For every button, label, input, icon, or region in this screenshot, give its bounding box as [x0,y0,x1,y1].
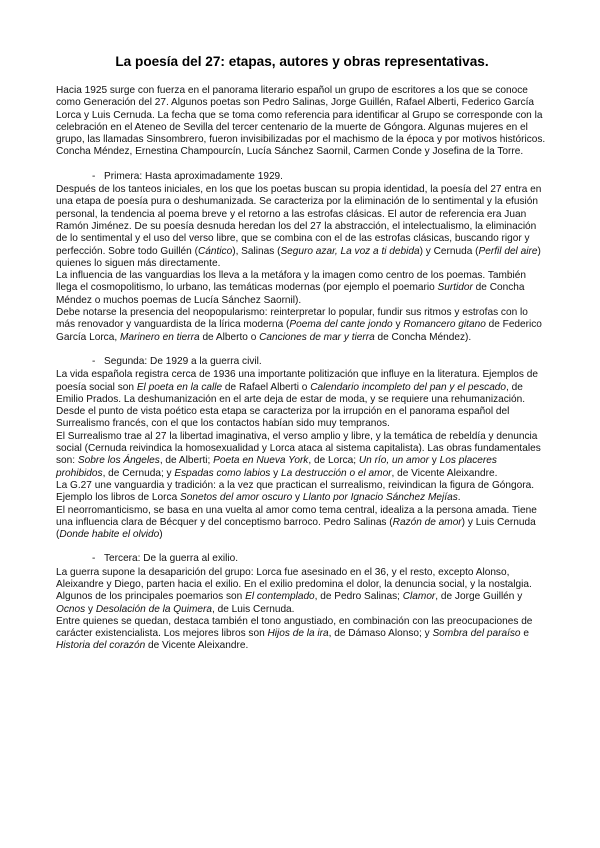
text-run: La influencia de las vanguardias los lleva a la metáfora y la imagen como centro de los poemas. También llega el cosmopolitismo, lo urbano, las temáticas modernas (por ejemplo el poemario [56,270,526,294]
text-run: La guerra supone la desaparición del grupo: Lorca fue asesinado en el 36, y el resto, excepto Alonso, Aleixandre y Diego, parten hacia el exilio. En el exilio predomina el dolor, la denuncia social, y la nostalgia. Algunos de los principales poemarios son [56,566,532,603]
text-run: ) y Cernuda ( [419,245,479,257]
text-run: e [520,628,529,640]
work-title: Calendario incompleto del pan y el pescado [310,381,507,393]
paragraph [56,431,548,480]
text-run: El Surrealismo trae al 27 la libertad imaginativa, el verso amplio y libre, y la temática de rebeldía y denuncia social (Cernuda reivindica la homosexualidad y Lorca ataca al sistema capitalista). Las obras fundamentales son: [56,430,541,467]
text-run: ) y Luis Cernuda ( [56,516,536,541]
paragraph [56,307,548,344]
text-run: Entre quienes se quedan, destaca también el tono angustiado, en combinación con las preocupaciones de carácter existencialista. Los mejores libros son [56,615,533,640]
work-title: Poema del cante jondo [289,319,393,331]
paragraph [56,270,548,307]
work-title: Sombra del paraíso [432,628,521,640]
paragraph [56,505,548,542]
work-title: Poeta en Nueva York [213,455,309,467]
text-run: ) [159,529,163,541]
text-run: ), Salinas ( [232,245,281,257]
work-title: Historia del corazón [56,640,146,652]
text-run: de Federico García Lorca, [56,319,542,343]
text-run: y [392,319,404,331]
text-run: ) quienes lo siguen más directamente. [56,245,541,269]
section [56,553,548,652]
work-title: Romancero gitano [403,319,486,331]
text-run: La vida española registra cerca de 1936 una importante politización que influye en la literatura. Ejemplos de poesía social son [56,369,538,393]
text-run: . [457,492,461,504]
work-title: Espadas como labios [174,467,271,479]
paragraph [56,567,548,616]
list-dash: - [92,553,96,565]
text-run: y [292,492,303,504]
text-run: de Vicente Aleixandre. [145,640,249,652]
text-run: , de Cernuda; y [102,467,175,479]
document-page [56,54,548,665]
work-title: Perfil del aire [478,245,538,257]
text-run: y [428,455,440,467]
work-title: Ocnos [56,603,86,615]
work-title: Donde habite el olvido [59,529,160,541]
work-title: Surtidor [437,282,473,294]
work-title: El poeta en la calle [136,381,223,393]
work-title: Marinero en tierra [119,331,200,343]
section-heading-text: Segunda: De 1929 a la guerra civil. [104,355,262,367]
text-run: , de Vicente Aleixandre. [391,467,498,479]
text-run: y [85,603,96,615]
section-heading-text: Tercera: De la guerra al exilio. [104,553,239,565]
text-run: , de Pedro Salinas; [314,591,403,603]
work-title: Razón de amor [392,516,462,528]
work-title: Sonetos del amor oscuro [180,492,293,504]
work-title: La destrucción o el amor [281,467,392,479]
paragraph [56,480,548,505]
text-run: de Concha Méndez). [374,331,472,343]
work-title: Seguro azar, La voz a ti debida [280,245,420,257]
section [56,171,548,344]
text-run: , de Lorca; [308,455,359,467]
intro-paragraph [56,85,548,159]
text-run: Hacia 1925 surge con fuerza en el panorama literario español un grupo de escritores a los que se conoce como Generación del 27. Algunos poetas son Pedro Salinas, Jorge Guillén, Rafael Alberti, Federico García Lorca y Luis Cernuda. La fecha que se toma como referencia para identificar al Grupo se corresponde con la celebración en el Ateneo de Sevilla del tercer centenario de la muerte de Góngora. Algunas mujeres en el grupo, las llamadas Sinsombrero, fueron invisibilizadas por el machismo de la época y por motivos históricos. Concha Méndez, Ernestina Champourcín, Lucía Sánchez Saornil, Carmen Conde y Josefina de la Torre. [56,85,546,158]
text-run: Después de los tanteos iniciales, en los que los poetas buscan su propia identidad, la poesía del 27 entra en una etapa de poesía pura o deshumanizada. Se caracteriza por la eliminación de lo sentimental y la efusión personal, la tendencia al poema breve y el retorno a las estrofas clásicas. El autor de referencia era Juan Ramón Jiménez. De su poesía desnuda heredan los del 27 la abstracción, el intelectualismo, la eliminación de lo sentimental y el uso del verso libre, que se combina con el de las estrofas clásicas, buscando rigor y perfección. Sobre todo Guillén ( [56,184,542,257]
text-run: , de Dámaso Alonso; y [328,628,433,640]
text-run: El neorromanticismo, se basa en una vuelta al amor como tema central, idealiza a la persona amada. Tiene una influencia clara de Bécquer y del conceptismo barroco. Pedro Salinas ( [56,504,537,528]
text-run: de Rafael Alberti o [222,381,311,393]
work-title: Desolación de la Quimera [95,603,212,615]
work-title: El contemplado [245,591,315,603]
document-title: La poesía del 27: etapas, autores y obras representativas. [115,54,489,69]
text-run: de Alberto o [199,331,260,343]
work-title: Clamor [402,591,436,603]
paragraph [56,184,548,270]
text-run: , de Luis Cernuda. [211,603,295,615]
text-run: de Concha Méndez o muchos poemas de Lucía Sánchez Saornil). [56,282,525,306]
section [56,356,548,541]
work-title: Un río, un amor [358,455,429,467]
paragraph [56,85,548,159]
work-title: Llanto por Ignacio Sánchez Mejías [302,492,458,504]
text-run: y [270,467,282,479]
paragraph [56,616,548,653]
text-run: , de Emilio Prados. La deshumanización en el arte deja de estar de moda, y se requiere una rehumanización. Desde el punto de vista poético esta etapa se caracteriza por la irrupción en el panorama español del Surrealismo francés, con el que los contactos habían sido muy tempranos. [56,381,526,430]
section-heading [56,171,548,183]
sections-container [56,171,548,653]
text-run: , de Jorge Guillén y [435,591,523,603]
work-title: Cántico [197,245,233,257]
work-title: Canciones de mar y tierra [259,331,375,343]
list-dash: - [92,355,96,367]
work-title: Hijos de la ira [267,628,329,640]
section-heading [56,356,548,368]
paragraph [56,369,548,430]
section-heading [56,553,548,565]
text-run: La G.27 une vanguardia y tradición: a la vez que practican el surrealismo, reivindican la figura de Góngora. Ejemplo los libros de Lorca [56,479,535,504]
section-heading-text: Primera: Hasta aproximadamente 1929. [104,170,283,182]
work-title: Los placeres prohibidos [56,455,497,479]
text-run: Debe notarse la presencia del neopopularismo: reinterpretar lo popular, fundir sus ritmos y estrofas con lo más renovador y vanguardista de la lírica moderna ( [56,307,528,331]
list-dash: - [92,170,96,182]
text-run: , de Alberti; [159,455,214,467]
work-title: Sobre los Ángeles [77,455,160,467]
